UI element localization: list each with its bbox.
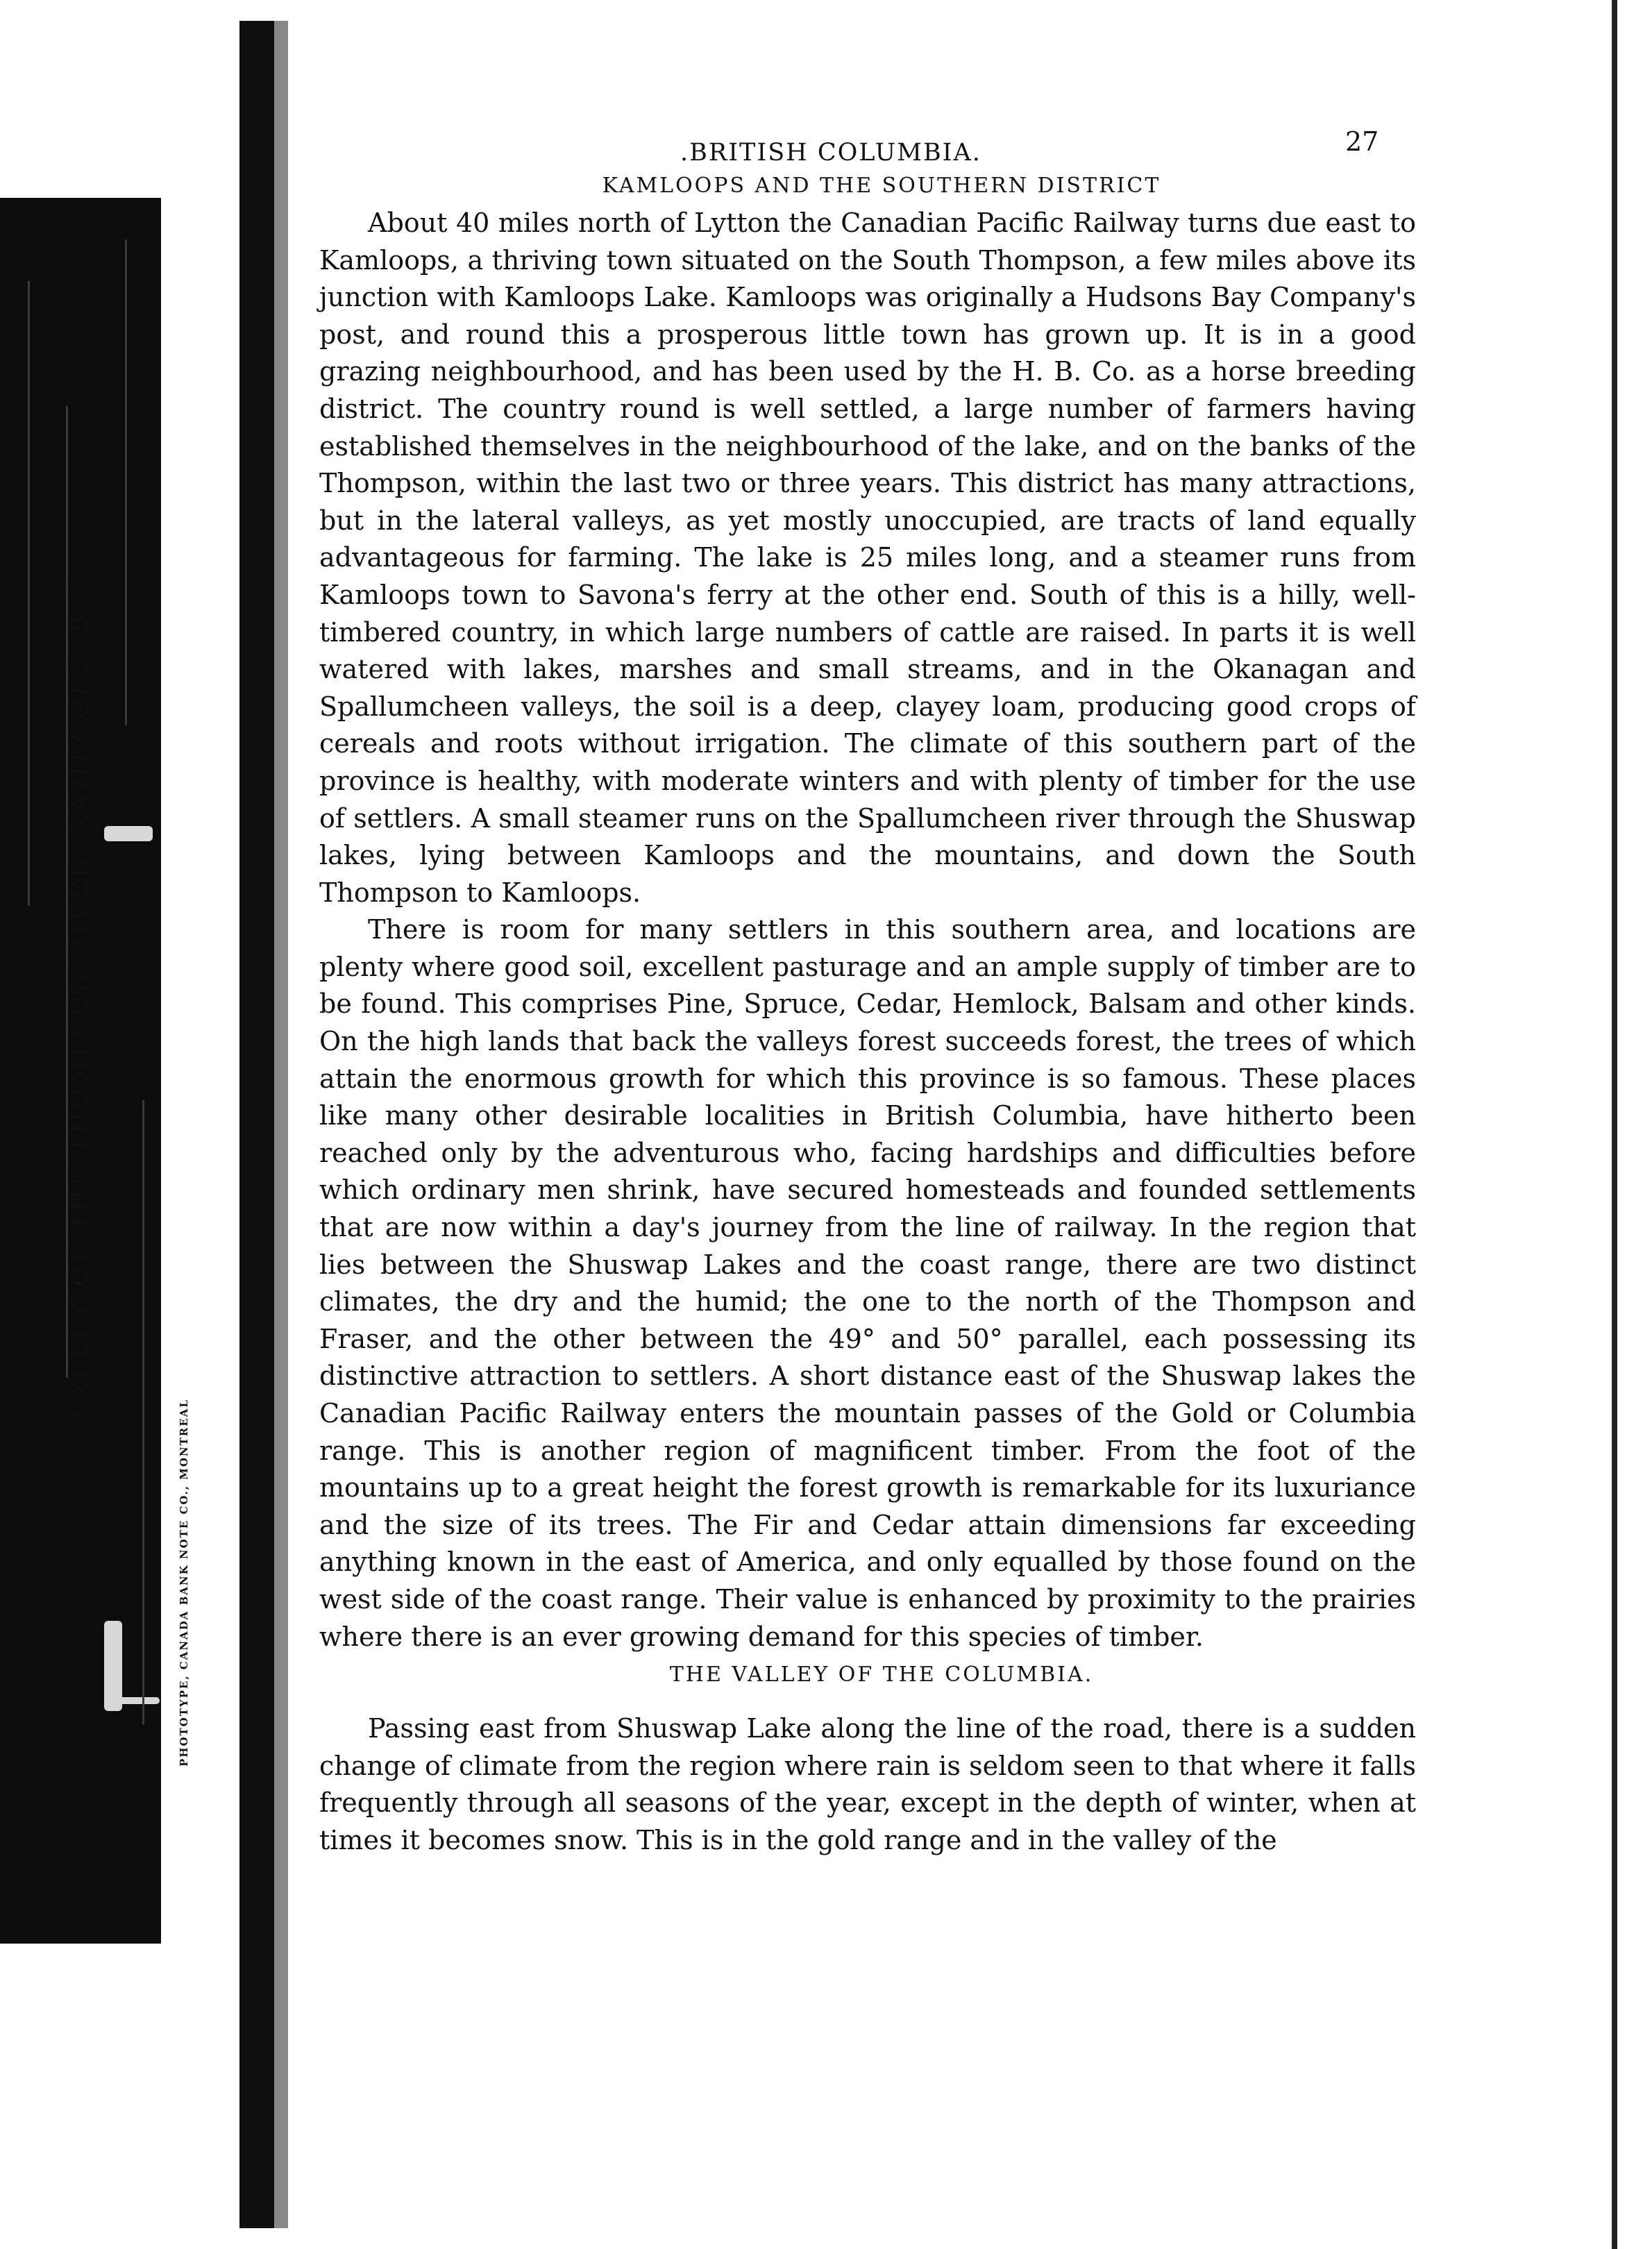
- photo-texture: [142, 1100, 144, 1725]
- section-title: THE VALLEY OF THE COLUMBIA.: [669, 1662, 1094, 1687]
- photo-texture: [125, 239, 127, 725]
- page-edge: [1612, 0, 1617, 2249]
- book-page: [319, 118, 1416, 1860]
- photo-highlight: [118, 1697, 160, 1704]
- paragraph: About 40 miles north of Lytton the Canadian Pacific Railway turns due east to Kamloops, a thriving town situated on the South Thompson, a few miles above its junction with Kamloops Lake. Kamloops was originally a Hudsons Bay Company's post, and round this a prosperous little town has grown up. It is in a good grazing neighbourhood, and has been used by the H. B. Co. as a horse breeding district. The country round is well settled, a large number of farmers having established themselves in the neighbourhood of the lake, and on the banks of the Thompson, within the last two or three years. This district has many attractions, but in the lateral valleys, as yet mostly unoccupied, are tracts of land equally advantageous for farming. The lake is 25 miles long, and a steamer runs from Kamloops town to Savona's ferry at the other end. South of this is a hilly, well-timbered country, in which large numbers of cattle are raised. In parts it is well watered with lakes, marshes and small streams, and in the Okanagan and Spallumcheen valleys, the soil is a deep, clayey loam, producing good crops of cereals and roots without irrigation. The climate of this southern part of the province is healthy, with moderate winters and with plenty of timber for the use of settlers. A small steamer runs on the Spallumcheen river through the Shuswap lakes, lying between Kamloops and the mountains, and down the South Thompson to Kamloops.: [319, 208, 1416, 908]
- binding-shadow: [274, 21, 288, 2228]
- binding-gutter: [239, 21, 274, 2228]
- running-title: .BRITISH COLUMBIA.: [680, 139, 981, 167]
- plate-caption: VALLEY OF THE THOMPSON RIVER, KAMLOOPS, B.C.: [66, 566, 94, 1420]
- paragraph: Passing east from Shuswap Lake along the line of the road, there is a sudden change of climate from the region where rain is seldom seen to that where it falls frequently through all seasons of the year, except in the depth of winter, when at times it becomes snow. This is in the gold range and in the valley of the: [319, 1713, 1416, 1855]
- photo-highlight: [104, 826, 153, 841]
- plate-credit: PHOTOTYPE, CANADA BANK NOTE CO., MONTREAL: [178, 1399, 190, 1767]
- paragraph: There is room for many settlers in this southern area, and locations are plenty where good soil, excellent pasturage and an ample supply of timber are to be found. This comprises Pine, Spruce, Cedar, Hemlock, Balsam and other kinds. On the high lands that back the valleys forest succeeds forest, the trees of which attain the enormous growth for which this province is so famous. These places like many other desirable localities in British Columbia, have hitherto been reached only by the adventurous who, facing hardships and difficulties before which ordinary men shrink, have secured homesteads and founded settlements that are now within a day's journey from the line of railway. In the region that lies between the Shuswap Lakes and the coast range, there are two distinct climates, the dry and the humid; the one to the north of the Thompson and Fraser, and the other between the 49° and 50° parallel, each possessing its distinctive attraction to settlers. A short distance east of the Shuswap lakes the Canadian Pacific Railway enters the mountain passes of the Gold or Columbia range. This is another region of magnificent timber. From the foot of the mountains up to a great height the forest growth is remarkable for its luxuriance and the size of its trees. The Fir and Cedar attain dimensions far exceeding anything known in the east of America, and only equalled by those found on the west side of the coast range. Their value is enhanced by proximity to the prairies where there is an ever growing demand for this species of timber.: [319, 914, 1416, 1652]
- section-title: KAMLOOPS AND THE SOUTHERN DISTRICT: [602, 174, 1161, 198]
- running-head: [319, 118, 1416, 167]
- photo-texture: [28, 281, 30, 906]
- page-number: 27: [1345, 126, 1379, 157]
